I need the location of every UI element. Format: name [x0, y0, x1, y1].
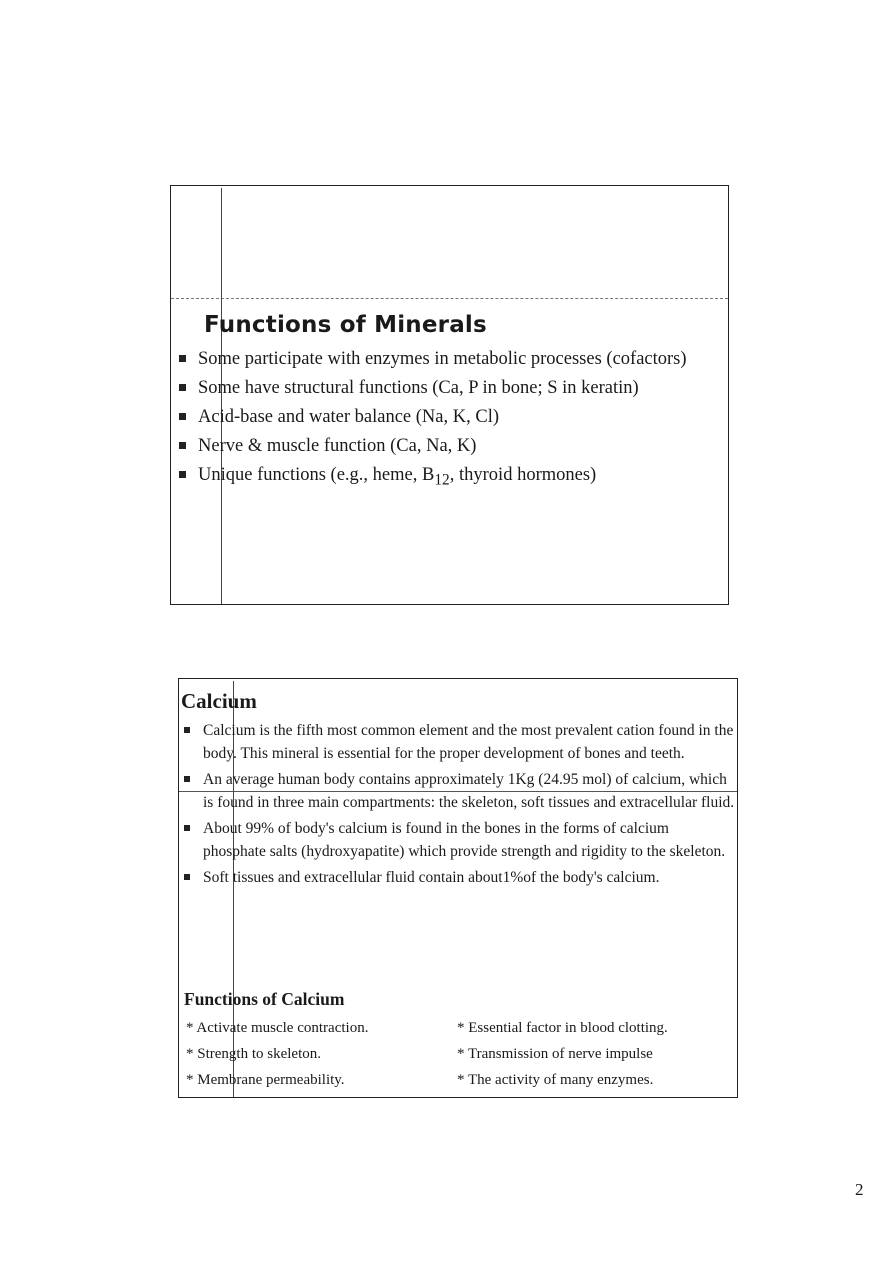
slide-functions-of-minerals — [170, 185, 729, 605]
list-item: About 99% of body's calcium is found in the bones in the forms of calcium phosphate salts (hydroxyapatite) which provide strength and rigidity to the skeleton. — [179, 817, 735, 863]
list-item: Unique functions (e.g., heme, $B_{12}$, thyroid hormones) — [177, 462, 717, 494]
function-item: * Essential factor in blood clotting. — [457, 1020, 668, 1036]
function-item: * Strength to skeleton. — [186, 1046, 321, 1062]
list-item: Calcium is the fifth most common element and the most prevalent cation found in the body. This mineral is essential for the proper development of bones and teeth. — [179, 719, 735, 765]
list-item: An average human body contains approximately 1Kg (24.95 mol) of calcium, which is found in three main compartments: the skeleton, soft tissues and extracellular fluid. — [179, 768, 735, 814]
page-number: 2 — [855, 1180, 864, 1199]
function-item: * Activate muscle contraction. — [186, 1020, 369, 1036]
list-item: Nerve & muscle function (Ca, Na, K) — [177, 433, 717, 459]
function-item: * Membrane permeability. — [186, 1072, 345, 1088]
bullet-square-icon — [179, 355, 186, 362]
title-divider — [171, 298, 728, 299]
functions-heading: Functions of Calcium — [184, 989, 345, 1009]
slide-title: Functions of Minerals — [204, 312, 487, 338]
list-item: Some have structural functions (Ca, P in bone; S in keratin) — [177, 375, 717, 401]
slide-calcium — [178, 678, 738, 1098]
bullet-square-icon — [184, 776, 190, 782]
bullet-square-icon — [179, 471, 186, 478]
list-item: Soft tissues and extracellular fluid contain about1%of the body's calcium. — [179, 866, 735, 889]
bullet-square-icon — [179, 413, 186, 420]
bullet-square-icon — [179, 442, 186, 449]
bullet-square-icon — [184, 727, 190, 733]
bullet-list — [177, 346, 717, 497]
bullet-square-icon — [179, 384, 186, 391]
function-item: * The activity of many enzymes. — [457, 1072, 654, 1088]
bullet-list — [179, 719, 735, 892]
list-item: Some participate with enzymes in metabolic processes (cofactors) — [177, 346, 717, 372]
bullet-square-icon — [184, 825, 190, 831]
slide-title: Calcium — [181, 689, 257, 713]
bullet-square-icon — [184, 874, 190, 880]
functions-right-column — [457, 1015, 668, 1093]
function-item: * Transmission of nerve impulse — [457, 1046, 653, 1062]
list-item: Acid-base and water balance (Na, K, Cl) — [177, 404, 717, 430]
functions-left-column — [186, 1015, 368, 1093]
